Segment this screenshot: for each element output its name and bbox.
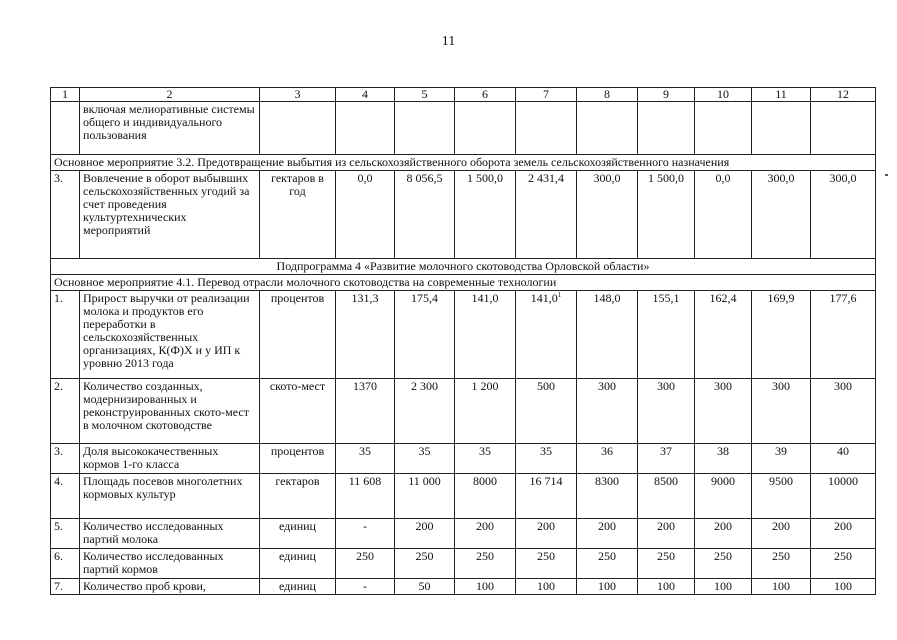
- value-text: 100: [714, 579, 732, 593]
- value-cell: [811, 519, 876, 549]
- value-cell: [516, 474, 577, 519]
- value-text: 141,0: [471, 291, 499, 305]
- empty-cell: [638, 102, 695, 155]
- value-text: 200: [476, 519, 494, 533]
- value-text: 250: [598, 549, 616, 563]
- column-header: 12: [811, 88, 876, 102]
- indicator-row-3: [51, 171, 876, 259]
- value-text: 100: [476, 579, 494, 593]
- column-header: 8: [577, 88, 638, 102]
- value-text: 10000: [828, 474, 858, 488]
- subprogram-row: [51, 259, 876, 275]
- value-cell: [638, 444, 695, 474]
- value-cell: [752, 579, 811, 595]
- value-text: 100: [772, 579, 790, 593]
- indicator-row: [51, 519, 876, 549]
- value-text: 177,6: [829, 291, 857, 305]
- value-cell: [455, 291, 516, 379]
- value-cell: [577, 379, 638, 444]
- value-cell: [695, 549, 752, 579]
- value-cell: [516, 291, 577, 379]
- value-cell: [577, 291, 638, 379]
- page-number: 11: [441, 34, 456, 49]
- value-cell: [336, 379, 395, 444]
- value-cell: [638, 519, 695, 549]
- value-cell: [811, 579, 876, 595]
- continuation-row: [51, 102, 876, 155]
- indicator-name-cell: включая мелиоративные системы общего и индивидуального пользования: [80, 102, 260, 155]
- column-header: 7: [516, 88, 577, 102]
- value-cell: [395, 549, 455, 579]
- value-text: 100: [657, 579, 675, 593]
- row-number-cell: 4.: [51, 474, 80, 519]
- value-cell: [577, 444, 638, 474]
- value-cell: [336, 549, 395, 579]
- section-row: [51, 275, 876, 291]
- empty-cell: [516, 102, 577, 155]
- value-text: 100: [834, 579, 852, 593]
- value-text: 200: [714, 519, 732, 533]
- value-text: 9000: [711, 474, 735, 488]
- margin-mark: [885, 174, 888, 176]
- value-text: 200: [772, 519, 790, 533]
- value-text: 38: [717, 444, 729, 458]
- indicator-name-cell: Количество исследованных партий кормов: [80, 549, 260, 579]
- value-cell: [752, 549, 811, 579]
- value-text: 250: [772, 549, 790, 563]
- value-text: 9500: [769, 474, 793, 488]
- value-text: 141,0: [530, 291, 558, 305]
- value-text: 300: [772, 379, 790, 393]
- value-cell: 0,0: [695, 171, 752, 259]
- empty-cell: [395, 102, 455, 155]
- column-header: 11: [752, 88, 811, 102]
- value-text: 300: [657, 379, 675, 393]
- value-text: 8500: [654, 474, 678, 488]
- value-cell: [336, 444, 395, 474]
- value-text: 250: [356, 549, 374, 563]
- value-text: 250: [415, 549, 434, 563]
- value-cell: [695, 579, 752, 595]
- indicator-row: [51, 444, 876, 474]
- value-cell: 300,0: [752, 171, 811, 259]
- value-text: 11 608: [348, 474, 382, 488]
- value-cell: [638, 474, 695, 519]
- value-text: 200: [537, 519, 555, 533]
- value-text: 1370: [353, 379, 377, 393]
- indicator-name-cell: Количество созданных, модернизированных и реконструированных ското-мест в молочном скотоводстве: [80, 379, 260, 444]
- row-number-cell: 5.: [51, 519, 80, 549]
- value-text: 200: [415, 519, 434, 533]
- unit-cell: гектаров: [260, 474, 336, 519]
- value-text: 162,4: [709, 291, 737, 305]
- value-text: 200: [834, 519, 852, 533]
- unit-cell: гектаров в год: [260, 171, 336, 259]
- value-cell: [638, 379, 695, 444]
- value-cell: [695, 474, 752, 519]
- value-cell: [695, 519, 752, 549]
- value-text: 250: [537, 549, 555, 563]
- value-cell: [638, 549, 695, 579]
- value-text: 155,1: [652, 291, 680, 305]
- value-cell: [577, 519, 638, 549]
- column-header: 6: [455, 88, 516, 102]
- value-cell: [695, 379, 752, 444]
- value-text: 500: [537, 379, 555, 393]
- value-text: 250: [834, 549, 852, 563]
- value-cell: [638, 579, 695, 595]
- value-cell: [752, 474, 811, 519]
- value-cell: 300,0: [811, 171, 876, 259]
- value-text: -: [363, 519, 367, 533]
- value-cell: [395, 519, 455, 549]
- value-cell: [455, 579, 516, 595]
- value-cell: [516, 444, 577, 474]
- value-text: 36: [601, 444, 613, 458]
- value-text: 100: [598, 579, 616, 593]
- value-cell: [455, 519, 516, 549]
- value-text: 50: [418, 579, 431, 593]
- value-text: 200: [598, 519, 616, 533]
- unit-cell: процентов: [260, 291, 336, 379]
- empty-cell: [260, 102, 336, 155]
- value-text: 35: [418, 444, 431, 458]
- row-number-cell: 2.: [51, 379, 80, 444]
- value-cell: [752, 519, 811, 549]
- unit-cell: единиц: [260, 549, 336, 579]
- value-cell: [577, 474, 638, 519]
- value-text: 100: [537, 579, 555, 593]
- indicator-name-cell: Прирост выручки от реализации молока и продуктов его переработки в сельскохозяйственных организациях, К(Ф)Х и у ИП к уровню 2013 года: [80, 291, 260, 379]
- value-cell: [336, 291, 395, 379]
- value-cell: [395, 444, 455, 474]
- value-text: -: [363, 579, 367, 593]
- value-text: 250: [714, 549, 732, 563]
- value-text: 300: [714, 379, 732, 393]
- indicator-name-cell: Площадь посевов многолетних кормовых культур: [80, 474, 260, 519]
- value-text: 300: [598, 379, 616, 393]
- row-number-cell: 3.: [51, 171, 80, 259]
- value-cell: 8 056,5: [395, 171, 455, 259]
- value-text: 175,4: [411, 291, 438, 305]
- value-cell: [455, 379, 516, 444]
- value-cell: [811, 474, 876, 519]
- unit-cell: ското-мест: [260, 379, 336, 444]
- row-number-cell: 3.: [51, 444, 80, 474]
- value-text: 35: [479, 444, 491, 458]
- value-cell: [336, 474, 395, 519]
- value-cell: [577, 579, 638, 595]
- value-cell: [811, 291, 876, 379]
- value-cell: [811, 444, 876, 474]
- value-cell: 0,0: [336, 171, 395, 259]
- unit-cell: единиц: [260, 579, 336, 595]
- value-cell: [395, 291, 455, 379]
- empty-cell: [455, 102, 516, 155]
- value-cell: [752, 379, 811, 444]
- indicator-row: [51, 549, 876, 579]
- column-header: 2: [80, 88, 260, 102]
- value-text: 250: [657, 549, 675, 563]
- section-heading-4-1: Основное мероприятие 4.1. Перевод отрасли молочного скотоводства на современные технологии: [51, 275, 876, 291]
- indicator-name-cell: Доля высококачественных кормов 1-го класса: [80, 444, 260, 474]
- value-text: 8000: [473, 474, 497, 488]
- value-cell: [455, 444, 516, 474]
- value-text: 11 000: [408, 474, 441, 488]
- value-cell: 1 500,0: [638, 171, 695, 259]
- value-cell: [695, 291, 752, 379]
- empty-cell: [695, 102, 752, 155]
- section-row: [51, 155, 876, 171]
- value-cell: [336, 579, 395, 595]
- indicator-name-cell: Количество проб крови,: [80, 579, 260, 595]
- value-cell: [638, 291, 695, 379]
- column-number-row: [51, 88, 876, 102]
- column-header: 3: [260, 88, 336, 102]
- value-cell: [395, 379, 455, 444]
- value-cell: [516, 579, 577, 595]
- indicator-row: [51, 291, 876, 379]
- unit-cell: единиц: [260, 519, 336, 549]
- unit-cell: процентов: [260, 444, 336, 474]
- value-cell: [455, 549, 516, 579]
- value-text: 300: [834, 379, 852, 393]
- value-cell: [395, 579, 455, 595]
- value-cell: [752, 291, 811, 379]
- value-cell: [516, 549, 577, 579]
- subprogram-heading-4: Подпрограмма 4 «Развитие молочного скотоводства Орловской области»: [51, 259, 876, 275]
- column-header: 5: [395, 88, 455, 102]
- value-cell: [516, 379, 577, 444]
- value-cell: [695, 444, 752, 474]
- value-text: 2 300: [411, 379, 438, 393]
- indicator-name-cell: Количество исследованных партий молока: [80, 519, 260, 549]
- value-cell: 1 500,0: [455, 171, 516, 259]
- row-number-cell: [51, 102, 80, 155]
- value-text: 169,9: [767, 291, 795, 305]
- column-header: 10: [695, 88, 752, 102]
- value-cell: [336, 519, 395, 549]
- value-text: 39: [775, 444, 787, 458]
- indicators-table: [50, 87, 876, 595]
- indicator-row: [51, 579, 876, 595]
- value-cell: [752, 444, 811, 474]
- empty-cell: [577, 102, 638, 155]
- empty-cell: [336, 102, 395, 155]
- value-text: 35: [540, 444, 552, 458]
- value-cell: 300,0: [577, 171, 638, 259]
- value-text: 131,3: [351, 291, 379, 305]
- value-cell: [395, 474, 455, 519]
- value-cell: [577, 549, 638, 579]
- column-header: 9: [638, 88, 695, 102]
- empty-cell: [752, 102, 811, 155]
- value-cell: [811, 379, 876, 444]
- value-text: 1 200: [471, 379, 499, 393]
- section-heading-3-2: Основное мероприятие 3.2. Предотвращение выбытия из сельскохозяйственного оборота земель сельскохозяйственного назначения: [51, 155, 876, 171]
- value-text: 200: [657, 519, 675, 533]
- column-header: 1: [51, 88, 80, 102]
- value-cell: 2 431,4: [516, 171, 577, 259]
- empty-cell: [811, 102, 876, 155]
- value-text: 35: [359, 444, 371, 458]
- indicator-name-cell: Вовлечение в оборот выбывших сельскохозяйственных угодий за счет проведения культуртехнических мероприятий: [80, 171, 260, 259]
- indicator-row: [51, 474, 876, 519]
- value-text: 16 714: [529, 474, 563, 488]
- value-cell: [455, 474, 516, 519]
- value-cell: [516, 519, 577, 549]
- value-text: 148,0: [593, 291, 621, 305]
- value-text: 37: [660, 444, 672, 458]
- indicator-row: [51, 379, 876, 444]
- value-text: 250: [476, 549, 494, 563]
- value-cell: [811, 549, 876, 579]
- value-text: 40: [837, 444, 849, 458]
- row-number-cell: 6.: [51, 549, 80, 579]
- column-header: 4: [336, 88, 395, 102]
- row-number-cell: 7.: [51, 579, 80, 595]
- row-number-cell: 1.: [51, 291, 80, 379]
- footnote-mark: 1: [557, 291, 562, 299]
- value-text: 8300: [595, 474, 619, 488]
